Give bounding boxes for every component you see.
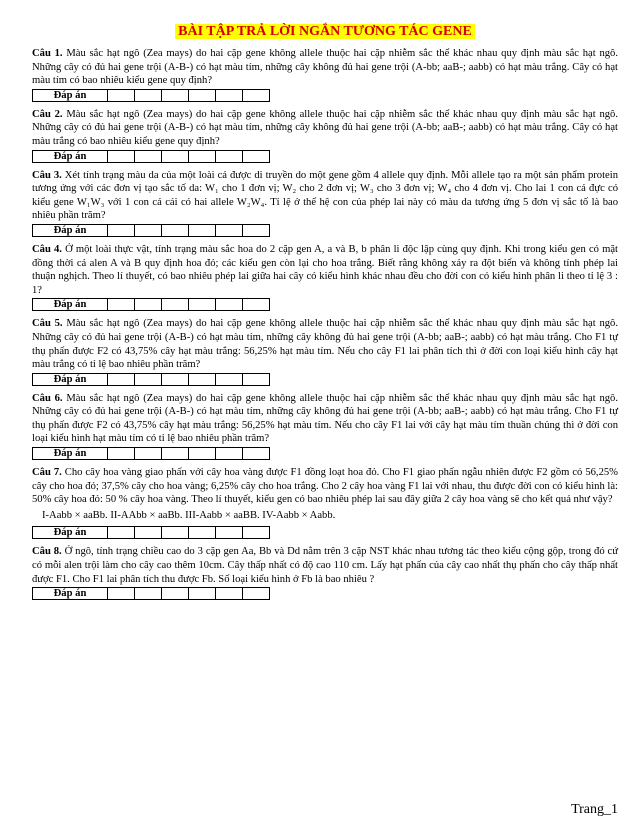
answer-cell[interactable] — [135, 527, 162, 539]
question-text: Màu sắc hạt ngô (Zea mays) do hai cặp gene không allele thuộc hai cặp nhiễm sắc thể khác nhau quy định màu sắc hạt ngô. Những cây có đủ hai gene trội (A-B-) có hạt màu tím, những cây không đủ hai gene trội (A-bb; aaB-; aabb) có hạt màu trắng. Cây có hạt màu tím có bao nhiêu kiểu gene quy định? — [32, 48, 618, 87]
answer-box — [32, 150, 270, 163]
answer-box — [32, 373, 270, 386]
answer-cell[interactable] — [135, 448, 162, 460]
answer-cell[interactable] — [162, 588, 189, 600]
answer-cell[interactable] — [189, 527, 216, 539]
answer-cell[interactable] — [108, 588, 135, 600]
answer-cell[interactable] — [216, 224, 243, 236]
question-6 — [32, 392, 618, 446]
answer-cell[interactable] — [162, 373, 189, 385]
answer-cell[interactable] — [108, 224, 135, 236]
answer-cell[interactable] — [108, 448, 135, 460]
answer-cell[interactable] — [216, 299, 243, 311]
answer-cell[interactable] — [162, 299, 189, 311]
answer-label: Đáp án — [33, 448, 108, 460]
answer-cell[interactable] — [189, 89, 216, 101]
question-8 — [32, 545, 618, 586]
question-text: Màu sắc hạt ngô (Zea mays) do hai cặp gene không allele thuộc hai cặp nhiễm sắc thể khác nhau quy định màu sắc hạt ngô. Những cây có đủ hai gene trội (A-B-) có hạt màu tím, những cây không đủ hai gene trội (A-bb; aaB-; aabb) có hạt màu trắng. Cho F1 tự thụ phấn được F2 có 43,75% cây hạt màu trắng: 56,25% hạt màu tím. Nếu cho cây F1 lai phân tích thì ở đời con loại kiểu hình cây hạt màu trắng có tỉ lệ bao nhiêu phần trăm? — [32, 318, 618, 371]
answer-cell[interactable] — [162, 150, 189, 162]
answer-cell[interactable] — [135, 299, 162, 311]
answer-cell[interactable] — [108, 89, 135, 101]
question-text: Ở ngô, tính trạng chiều cao do 3 cặp gen Aa, Bb và Dd nằm trên 3 cặp NST khác nhau tương tác theo kiểu cộng gộp, trong đó cứ có mỗi alen trội làm cho cây cao thêm 10cm. Cây thấp nhất có độ cao 110 cm. Lấy hạt phấn của cây cao nhất thụ phấn cho cây thấp nhất được F1. Cho F1 lai phân tích thu được Fb. Số loại kiểu hình ở Fb là bao nhiêu ? — [32, 546, 618, 585]
question-number: Câu 7. — [32, 467, 62, 479]
answer-cell[interactable] — [162, 89, 189, 101]
answer-cell[interactable] — [189, 150, 216, 162]
answer-cell[interactable] — [243, 150, 270, 162]
answer-cell[interactable] — [135, 588, 162, 600]
answer-cell[interactable] — [135, 373, 162, 385]
answer-box — [32, 224, 270, 237]
question-options: I-Aabb × aaBb. II-AAbb × aaBb. III-Aabb × aaBB. IV-Aabb × Aabb. — [42, 509, 336, 521]
answer-label: Đáp án — [33, 527, 108, 539]
answer-cell[interactable] — [135, 224, 162, 236]
answer-cell[interactable] — [189, 373, 216, 385]
answer-cell[interactable] — [162, 224, 189, 236]
answer-cell[interactable] — [189, 299, 216, 311]
question-text: Ở một loài thực vật, tính trạng màu sắc hoa do 2 cặp gen A, a và B, b phân li độc lập cùng quy định. Khi trong kiểu gen có mặt đồng thời cả alen A và B quy định hoa đỏ; các kiểu gen còn lại cho hoa trắng. Biết rằng không xảy ra đột biến và không tính phép lai thuận nghịch. Theo lí thuyết, có bao nhiêu phép lai giữa hai cây có kiểu hình khác nhau đều cho đời con có kiểu hình phân li theo tỉ lệ 3 : 1? — [32, 243, 618, 296]
question-text: Màu sắc hạt ngô (Zea mays) do hai cặp gene không allele thuộc hai cặp nhiễm sắc thể khác nhau quy định màu sắc hạt ngô. Những cây có đủ hai gene trội (A-B-) có hạt màu tím, những cây không đủ hai gene trội (A-bb; aaB-; aabb) có hạt màu trắng. Cho F1 tự thụ phấn được F2 có 43,75% cây hạt màu trắng: 56,25% hạt màu tím. Nếu cho cây F1 lai với cây hạt màu tím thuần chủng thì ở đời con loại kiểu hình hạt màu tím có tỉ lệ bao nhiêu phần trăm? — [32, 392, 618, 445]
question-list — [32, 47, 618, 600]
question-text: Xét tính trạng màu da của một loài cá được di truyền do một gene gồm 4 allele quy định. Mỗi allele tạo ra một sản phẩm protein tương ứng với các đơn vị tạo sắc tố da: W₁ cho 1 đơn vị; W₂ cho 2 đơn vị; W₃ cho 3 đơn vị; W₄ cho 4 đơn vị. Cho lai 1 con cá đực có kiểu gene W₁W₃ với 1 con cá cái có hai allele W₂W₄. Tỉ lệ ở thế hệ con của phép lai này có màu da tương ứng 5 đơn vị sắc tố là bao nhiêu phần trăm? — [32, 169, 618, 222]
question-number: Câu 3. — [32, 169, 62, 181]
answer-box — [32, 447, 270, 460]
question-number: Câu 8. — [32, 546, 62, 558]
answer-cell[interactable] — [135, 150, 162, 162]
answer-box — [32, 89, 270, 102]
answer-label: Đáp án — [33, 150, 108, 162]
question-1 — [32, 47, 618, 88]
answer-cell[interactable] — [162, 527, 189, 539]
answer-cell[interactable] — [216, 588, 243, 600]
answer-cell[interactable] — [243, 89, 270, 101]
answer-cell[interactable] — [216, 527, 243, 539]
question-7 — [32, 466, 618, 507]
question-2 — [32, 108, 618, 149]
answer-cell[interactable] — [216, 89, 243, 101]
answer-label: Đáp án — [33, 224, 108, 236]
answer-cell[interactable] — [108, 299, 135, 311]
answer-box — [32, 587, 270, 600]
answer-cell[interactable] — [189, 588, 216, 600]
question-number: Câu 1. — [32, 48, 63, 59]
answer-cell[interactable] — [108, 373, 135, 385]
page-number: Trang_1 — [571, 802, 618, 817]
answer-label: Đáp án — [33, 373, 108, 385]
question-4 — [32, 243, 618, 297]
answer-cell[interactable] — [216, 448, 243, 460]
answer-cell[interactable] — [189, 224, 216, 236]
answer-cell[interactable] — [162, 448, 189, 460]
answer-label: Đáp án — [33, 299, 108, 311]
answer-cell[interactable] — [243, 588, 270, 600]
answer-box — [32, 298, 270, 311]
question-5 — [32, 317, 618, 371]
answer-cell[interactable] — [108, 150, 135, 162]
question-text: Màu sắc hạt ngô (Zea mays) do hai cặp gene không allele thuộc hai cặp nhiễm sắc thể khác nhau quy định màu sắc hạt ngô. Những cây có đủ hai gene trội (A-B-) có hạt màu tím, những cây không đủ hai gene trội (A-bb; aaB-; aabb) có hạt màu trắng. Cây có hạt màu trắng có bao nhiêu kiểu gene quy định? — [32, 108, 618, 147]
question-number: Câu 2. — [32, 108, 63, 120]
answer-cell[interactable] — [243, 299, 270, 311]
answer-cell[interactable] — [216, 373, 243, 385]
question-3 — [32, 169, 618, 223]
answer-cell[interactable] — [243, 527, 270, 539]
answer-label: Đáp án — [33, 588, 108, 600]
page-title: BÀI TẬP TRẢ LỜI NGẮN TƯƠNG TÁC GENE — [32, 22, 618, 41]
answer-cell[interactable] — [243, 448, 270, 460]
answer-cell[interactable] — [108, 527, 135, 539]
answer-cell[interactable] — [243, 224, 270, 236]
question-number: Câu 5. — [32, 318, 63, 330]
answer-box — [32, 526, 270, 539]
question-number: Câu 6. — [32, 392, 63, 404]
answer-cell[interactable] — [216, 150, 243, 162]
question-number: Câu 4. — [32, 243, 62, 255]
question-text: Cho cây hoa vàng giao phấn với cây hoa vàng được F1 đồng loạt hoa đỏ. Cho F1 giao phấn ngẫu nhiên được F2 gồm có 56,25% cây cho hoa đỏ; 37,5% cây cho hoa vàng; 6,25% cây cho hoa trắng. Cho 2 cây hoa vàng F1 lai với nhau, thu được đời con có kiểu hình là: 50% cây hoa đỏ: 50 % cây hoa vàng. Theo lí thuyết, kiểu gen có bao nhiêu phép lai sau đây giữa 2 cây hoa vàng sẽ cho kết quả như vậy? — [32, 467, 618, 506]
answer-cell[interactable] — [135, 89, 162, 101]
answer-cell[interactable] — [189, 448, 216, 460]
answer-label: Đáp án — [33, 89, 108, 101]
answer-cell[interactable] — [243, 373, 270, 385]
